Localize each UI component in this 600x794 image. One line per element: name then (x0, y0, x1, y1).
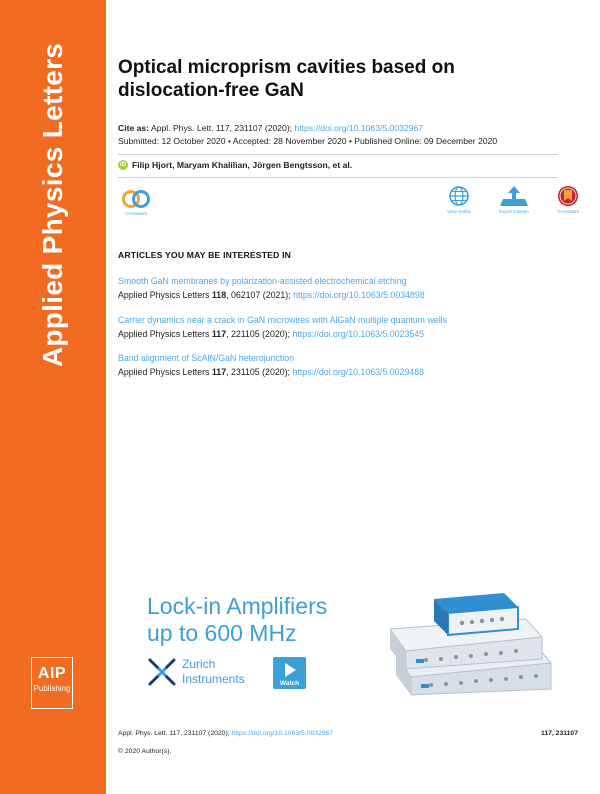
related-article-title-link[interactable]: Band alignment of ScAlN/GaN heterojunction (118, 353, 295, 363)
article-title: Optical microprism cavities based on dislocation-free GaN (118, 57, 455, 101)
ad-brand-name (182, 657, 245, 687)
related-article-volume: 118 (211, 290, 227, 300)
article-dates: Submitted: 12 October 2020 • Accepted: 28 November 2020 • Published Online: 09 December 2020 (118, 136, 498, 146)
author-names[interactable]: Filip Hjort, Maryam Khalilian, Jörgen Bengtsson, et al. (132, 160, 353, 170)
ad-headline-line1: Lock-in Amplifiers (147, 593, 328, 619)
related-article-journal: Applied Physics Letters (118, 290, 210, 300)
crossmark-tool[interactable] (548, 185, 588, 214)
journal-name: Applied Physics Letters (37, 42, 68, 368)
export-citation-tool[interactable] (494, 185, 534, 214)
view-online-label: View Online (447, 209, 471, 214)
related-article-ref: , 062107 (2021); (226, 290, 291, 300)
related-article-journal: Applied Physics Letters (118, 329, 210, 339)
related-article-citation (118, 365, 578, 379)
related-article-ref: , 221105 (2020); (226, 329, 290, 339)
citation-block (118, 122, 497, 148)
crossmark-label: CrossMark (125, 211, 147, 216)
cite-text: Appl. Phys. Lett. 117, 231107 (2020); (150, 123, 293, 133)
play-icon (285, 663, 296, 677)
footer-citation (118, 730, 333, 737)
orcid-icon[interactable]: iD (120, 162, 126, 168)
related-article-citation (118, 327, 578, 341)
export-icon (500, 185, 528, 207)
related-article (118, 274, 578, 302)
advertisement-banner[interactable] (118, 585, 558, 697)
journal-sidebar (0, 0, 106, 794)
divider (118, 154, 558, 155)
view-online-tool[interactable] (439, 185, 479, 214)
zurich-instruments-logo-icon (147, 657, 177, 687)
footer-doi-link[interactable]: https://doi.org/10.1063/5.0032967 (231, 730, 334, 737)
aip-logo-subtext: Publishing (33, 684, 71, 693)
crossmark-icon (557, 185, 579, 207)
related-article-title-link[interactable]: Carrier dynamics near a crack in GaN microwires with AlGaN multiple quantum wells (118, 315, 448, 325)
ad-brand-line1: Zurich (182, 657, 216, 671)
related-article-ref: , 231105 (2020); (226, 367, 290, 377)
globe-icon (448, 185, 470, 207)
related-article-volume: 117 (211, 329, 227, 339)
ad-brand-line2: Instruments (182, 672, 245, 686)
related-article-volume: 117 (211, 367, 227, 377)
author-line (118, 160, 352, 170)
related-article (118, 351, 578, 379)
crossmark-label: CrossMark (557, 209, 579, 214)
footer-cite-text: Appl. Phys. Lett. 117, 231107 (2020); (118, 730, 230, 737)
aip-publishing-logo[interactable] (31, 657, 73, 709)
related-article (118, 313, 578, 341)
related-article-title-link[interactable]: Smooth GaN membranes by polarization-assisted electrochemical etching (118, 276, 407, 286)
footer-page-number: 117, 231107 (540, 730, 578, 737)
article-doi-link[interactable]: https://doi.org/10.1063/5.0032967 (294, 123, 424, 133)
related-article-journal: Applied Physics Letters (118, 367, 210, 377)
aip-logo-text: AIP (37, 665, 67, 682)
export-citation-label: Export Citation (499, 209, 529, 214)
cite-label: Cite as: (118, 123, 150, 133)
related-article-doi-link[interactable]: https://doi.org/10.1063/5.0023545 (292, 329, 425, 339)
related-articles-heading: ARTICLES YOU MAY BE INTERESTED IN (118, 250, 292, 260)
related-article-citation (118, 288, 578, 302)
watch-label: Watch (279, 680, 300, 687)
watch-video-button[interactable] (273, 657, 306, 689)
lock-in-amplifier-device-image (386, 585, 558, 697)
divider (118, 177, 558, 178)
copyright-notice: © 2020 Author(s). (118, 748, 172, 755)
ad-headline (147, 593, 327, 647)
related-article-doi-link[interactable]: https://doi.org/10.1063/5.0034898 (293, 290, 425, 300)
ad-headline-line2: up to 600 MHz (147, 620, 297, 646)
related-article-doi-link[interactable]: https://doi.org/10.1063/5.0029488 (292, 367, 425, 377)
